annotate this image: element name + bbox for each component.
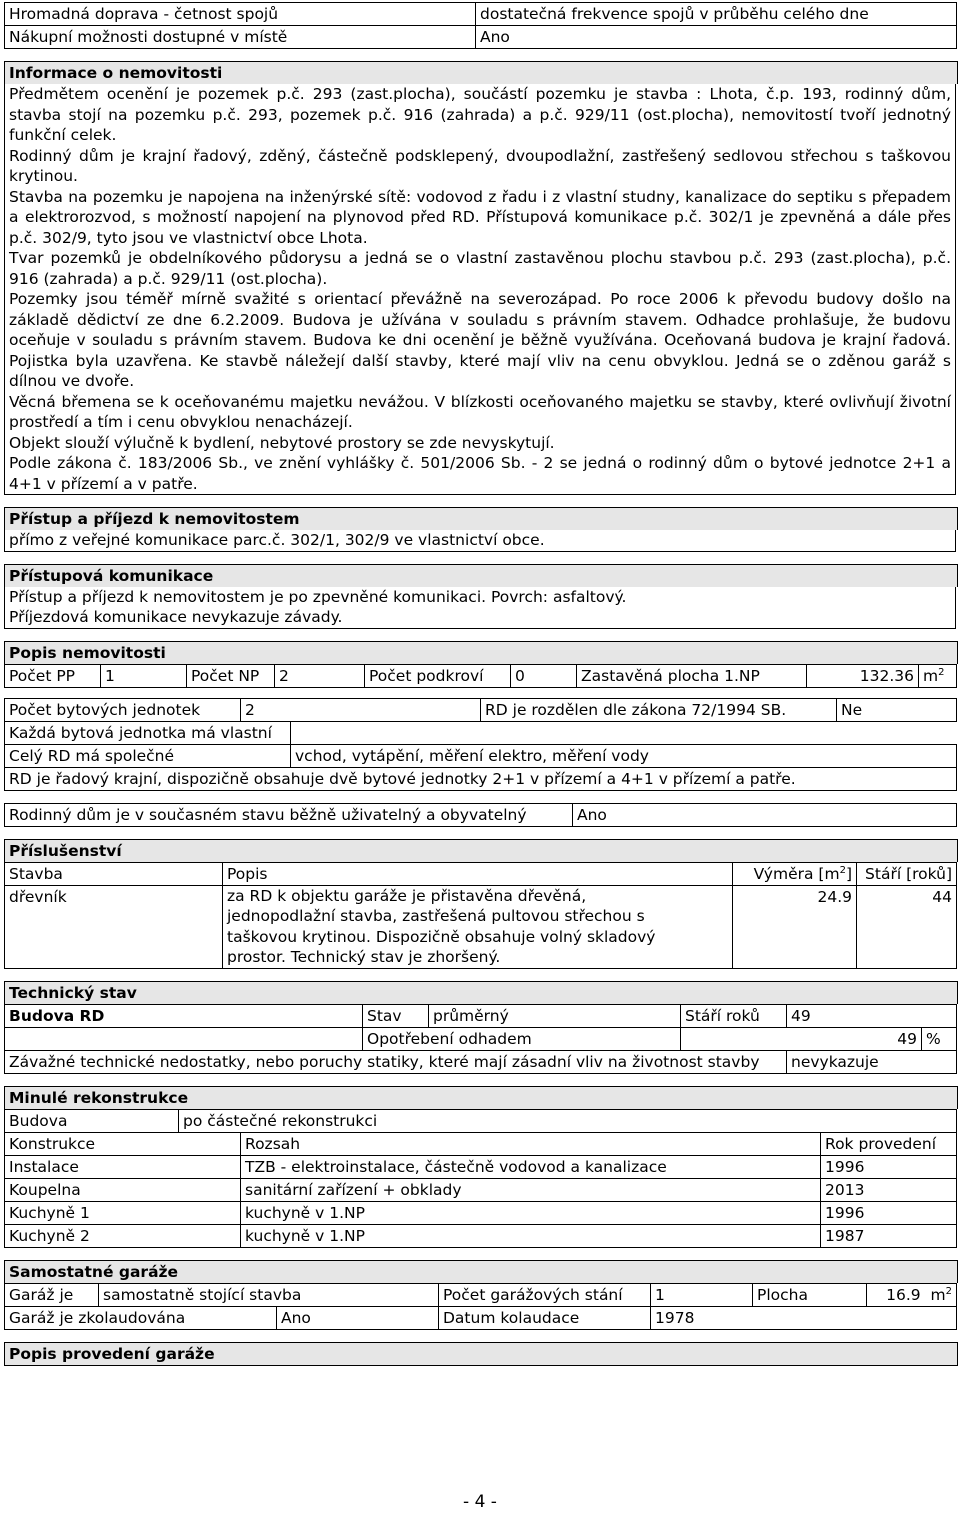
page-number: - 4 - [463, 1492, 497, 1512]
table-row [5, 1004, 957, 1027]
rek-rozsah: TZB - elektroinstalace, částečně vodovod a kanalizace [241, 1155, 821, 1178]
plocha-value [867, 1283, 957, 1306]
plocha-sup: 2 [945, 1285, 952, 1297]
prislusenstvi-title: Příslušenství [4, 839, 958, 862]
budova-rd: Budova RD [5, 1004, 363, 1027]
rozdelen-value: Ne [837, 698, 957, 721]
top-table [4, 2, 957, 49]
plocha-number: 16.9 [886, 1285, 921, 1304]
opotrebeni-value: 49 [681, 1027, 922, 1050]
bytove-label: Počet bytových jednotek [5, 698, 241, 721]
rek-rok: 1996 [821, 1201, 957, 1224]
stari-value: 49 [787, 1004, 957, 1027]
rek-konstrukce: Instalace [5, 1155, 241, 1178]
col-vymera-text: Výměra [m [753, 864, 840, 883]
info-title: Informace o nemovitosti [4, 61, 958, 84]
info-paragraph: Tvar pozemků je obdelníkového půdorysu a jedná se o vlastní zastavěnou plochu stavbou p.č. 293 (zast.plocha), p.č. 916 (zahrada) a p.č. 929/11 (ost.plocha). [9, 249, 951, 288]
table-row [5, 1027, 957, 1050]
spolecne-label: Celý RD má společné [5, 744, 291, 767]
technicky-title: Technický stav [4, 981, 958, 1004]
info-paragraph: Pozemky jsou téměř mírně svažité s orientací převážně na severozápad. Po roce 2006 k převodu budovy došlo na základě dědictví ze dne 6.2.2009. Budova je užívána v souladu s právním stavem. Odhadce prohlašuje, že budovu oceňuje v souladu s právním stavem. Budova ke dni ocenění je běžně využívána. Oceňovaná budova je krajní řadová. Pojistka byla uzavřena. Ke stavbě náležejí další stavby, které mají vliv na cenu obvyklou. Jedná se o zděnou garáž s dílnou ve dvoře. [9, 290, 951, 390]
table-row [5, 3, 957, 26]
col-vymera [733, 862, 857, 885]
prisl-vymera: 24.9 [733, 885, 857, 968]
table-row [5, 721, 957, 744]
garaz-label: Garáž je [5, 1283, 99, 1306]
rekonstrukce-title: Minulé rekonstrukce [4, 1086, 958, 1109]
table-row [5, 862, 957, 885]
document-page [4, 2, 956, 1366]
rek-rozsah: kuchyně v 1.NP [241, 1201, 821, 1224]
komunikace-title: Přístupová komunikace [4, 564, 958, 587]
garaz-value: samostatně stojící stavba [99, 1283, 439, 1306]
komunikace-line: Příjezdová komunikace nevykazuje závady. [9, 608, 343, 626]
garaze-table [4, 1283, 957, 1330]
unit-m: m [923, 666, 939, 685]
zastavena-value: 132.36 [807, 664, 919, 687]
prisl-stari: 44 [857, 885, 957, 968]
rek-budova-value: po částečné rekonstrukci [179, 1109, 957, 1132]
datum-value: 1978 [651, 1306, 957, 1329]
zastavena-unit [919, 664, 957, 687]
pocet-pp-label: Počet PP [5, 664, 101, 687]
empty-cell [5, 1027, 363, 1050]
info-paragraph: Rodinný dům je krajní řadový, zděný, částečně podsklepený, dvoupodlažní, zastřešený sedlovou střechou s taškovou krytinou. [9, 146, 951, 185]
technicky-table [4, 1004, 957, 1074]
komunikace-text [4, 587, 956, 629]
plocha-label: Plocha [753, 1283, 867, 1306]
prisl-stavba: dřevník [5, 885, 223, 968]
rek-konstrukce: Koupelna [5, 1178, 241, 1201]
stav-value: Ano [573, 803, 957, 826]
stav-label: Stav [363, 1004, 429, 1027]
zavazne-label: Závažné technické nedostatky, nebo poruchy statiky, které mají zásadní vliv na životnost stavby [5, 1050, 787, 1073]
zavazne-value: nevykazuje [787, 1050, 957, 1073]
unit-sup: 2 [938, 666, 945, 678]
podkrovi-label: Počet podkroví [365, 664, 511, 687]
rek-rok: 2013 [821, 1178, 957, 1201]
zkol-value: Ano [277, 1306, 439, 1329]
bytove-value: 2 [241, 698, 481, 721]
popis-table-2 [4, 698, 957, 791]
zastavena-label: Zastavěná plocha 1.NP [577, 664, 807, 687]
pocet-np-label: Počet NP [187, 664, 275, 687]
stav-table [4, 803, 957, 827]
info-paragraph: Podle zákona č. 183/2006 Sb., ve znění vyhlášky č. 501/2006 Sb. - 2 se jedná o rodinný dům o bytové jednotce 2+1 a 4+1 v přízemí a v patře. [9, 454, 951, 493]
popis-title: Popis nemovitosti [4, 641, 958, 664]
table-row [5, 803, 957, 826]
pristup-text [4, 530, 956, 552]
rek-rok: 1987 [821, 1224, 957, 1247]
stani-value: 1 [651, 1283, 753, 1306]
doprava-value: dostatečná frekvence spojů v průběhu celého dne [476, 3, 957, 26]
zkol-label: Garáž je zkolaudována [5, 1306, 277, 1329]
rozdelen-label: RD je rozdělen dle zákona 72/1994 SB. [481, 698, 837, 721]
rek-rozsah: kuchyně v 1.NP [241, 1224, 821, 1247]
table-row [5, 1178, 957, 1201]
table-row [5, 1283, 957, 1306]
info-text [4, 84, 956, 495]
stav-label: Rodinný dům je v současném stavu běžně uživatelný a obyvatelný [5, 803, 573, 826]
table-row [5, 767, 957, 790]
table-row [5, 698, 957, 721]
table-row [5, 26, 957, 49]
rek-col-rozsah: Rozsah [241, 1132, 821, 1155]
table-row [5, 885, 957, 968]
table-row [5, 1050, 957, 1073]
popis-table-1 [4, 664, 957, 688]
col-stavba: Stavba [5, 862, 223, 885]
table-row [5, 664, 957, 687]
col-vymera-sup: 2 [839, 864, 846, 876]
rek-konstrukce: Kuchyně 2 [5, 1224, 241, 1247]
rek-rok: 1996 [821, 1155, 957, 1178]
vlastni-label: Každá bytová jednotka má vlastní [5, 721, 291, 744]
pristup-title: Přístup a příjezd k nemovitostem [4, 507, 958, 530]
pristup-line: přímo z veřejné komunikace parc.č. 302/1, 302/9 ve vlastnictví obce. [9, 531, 545, 549]
table-row [5, 1155, 957, 1178]
stani-label: Počet garážových stání [439, 1283, 651, 1306]
pocet-pp-value: 1 [101, 664, 187, 687]
dispozice-text: RD je řadový krajní, dispozičně obsahuje dvě bytové jednotky 2+1 v přízemí a 4+1 v přízemí a patře. [5, 767, 957, 790]
table-row [5, 1306, 957, 1329]
stari-label: Stáří roků [681, 1004, 787, 1027]
table-row [5, 1109, 957, 1132]
rek-rozsah: sanitární zařízení + obklady [241, 1178, 821, 1201]
garaze-title: Samostatné garáže [4, 1260, 958, 1283]
prisl-popis: za RD k objektu garáže je přistavěna dřevěná, jednopodlažní stavba, zastřešená pultovou střechou s taškovou krytinou. Dispozičně obsahuje volný skladový prostor. Technický stav je zhoršený. [223, 885, 733, 968]
prislusenstvi-table [4, 862, 957, 969]
col-vymera-end: ] [845, 864, 852, 883]
doprava-label: Hromadná doprava - četnost spojů [5, 3, 476, 26]
col-stari: Stáří [roků] [857, 862, 957, 885]
table-row [5, 744, 957, 767]
nakup-label: Nákupní možnosti dostupné v místě [5, 26, 476, 49]
info-paragraph: Předmětem ocenění je pozemek p.č. 293 (zast.plocha), součástí pozemku je stavba : Lhota, č.p. 193, rodinný dům, stavba stojí na pozemku p.č. 293, pozemek p.č. 916 (zahrada) a p.č. 929/11 (ost.plocha), nemovitostí tvoří jednotný funkční celek. [9, 85, 951, 144]
popis-garaze-title: Popis provedení garáže [4, 1342, 958, 1366]
rek-col-rok: Rok provedení [821, 1132, 957, 1155]
pocet-np-value: 2 [275, 664, 365, 687]
datum-label: Datum kolaudace [439, 1306, 651, 1329]
table-row [5, 1224, 957, 1247]
info-paragraph: Věcná břemena se k oceňovanému majetku nevážou. V blízkosti oceňovaného majetku se stavby, které ovlivňují životní prostředí a tím i cenu obvyklou nenacházejí. [9, 392, 951, 431]
rek-konstrukce: Kuchyně 1 [5, 1201, 241, 1224]
stav-value: průměrný [429, 1004, 681, 1027]
opotrebeni-pct: % [922, 1027, 957, 1050]
table-row [5, 1132, 957, 1155]
col-popis: Popis [223, 862, 733, 885]
table-row [5, 1201, 957, 1224]
rekonstrukce-table [4, 1109, 957, 1248]
info-paragraph: Objekt slouží výlučně k bydlení, nebytové prostory se zde nevyskytují. [9, 433, 555, 452]
vlastni-value [291, 721, 957, 744]
info-paragraph: Stavba na pozemku je napojena na inženýrské sítě: vodovod z řadu i z vlastní studny, kanalizace do septiku s přepadem a elektrorozvod, s možností napojení na plynovod před RD. Přístupová komunikace p.č. 302/1 je zpevněná a dále přes p.č. 302/9, tyto jsou ve vlastnictví obce Lhota. [9, 187, 951, 247]
rek-budova-label: Budova [5, 1109, 179, 1132]
podkrovi-value: 0 [511, 664, 577, 687]
spolecne-value: vchod, vytápění, měření elektro, měření vody [291, 744, 957, 767]
nakup-value: Ano [476, 26, 957, 49]
plocha-unit: m [930, 1285, 946, 1304]
rek-col-konstrukce: Konstrukce [5, 1132, 241, 1155]
opotrebeni-label: Opotřebení odhadem [363, 1027, 681, 1050]
komunikace-line: Přístup a příjezd k nemovitostem je po zpevněné komunikaci. Povrch: asfaltový. [9, 587, 627, 606]
